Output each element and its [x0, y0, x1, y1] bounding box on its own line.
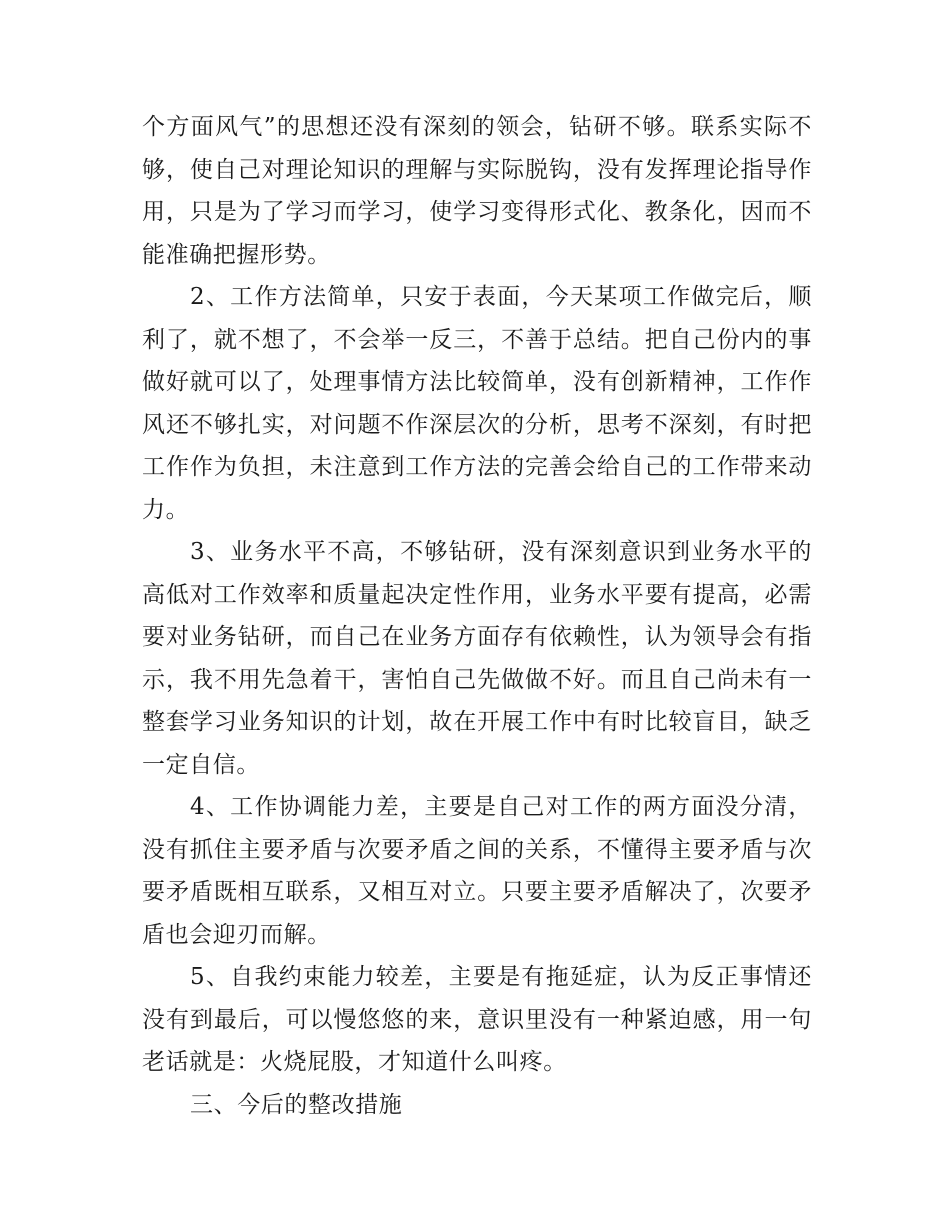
section-heading: 三、今后的整改措施	[190, 1091, 403, 1118]
paragraph-item-5: 5、自我约束能力较差，主要是有拖延症，认为反正事情还没有到最后，可以慢悠悠的来，意识里没有一种紧迫感，用一句老话就是：火烧屁股，才知道什么叫疼。	[142, 964, 812, 1075]
paragraph-item-3: 3、业务水平不高，不够钻研，没有深刻意识到业务水平的高低对工作效率和质量起决定性作用，业务水平要有提高，必需要对业务钻研，而自己在业务方面存有依赖性，认为领导会有指示，我不用先急着干，害怕自己先做做不好。而且自己尚未有一整套学习业务知识的计划，故在开展工作中有时比较盲目，缺乏一定自信。	[142, 539, 812, 778]
paragraph-item-2: 2、工作方法简单，只安于表面，今天某项工作做完后，顺利了，就不想了，不会举一反三，不善于总结。把自己份内的事做好就可以了，处理事情方法比较简单，没有创新精神，工作作风还不够扎实，对问题不作深层次的分析，思考不深刻，有时把工作作为负担，未注意到工作方法的完善会给自己的工作带来动力。	[142, 284, 812, 523]
document-page	[142, 106, 812, 1126]
paragraph-continuation: 个方面风气”的思想还没有深刻的领会，钻研不够。联系实际不够，使自己对理论知识的理解与实际脱钩，没有发挥理论指导作用，只是为了学习而学习，使学习变得形式化、教条化，因而不能准确把握形势。	[142, 114, 812, 268]
paragraph-item-4: 4、工作协调能力差，主要是自己对工作的两方面没分清，没有抓住主要矛盾与次要矛盾之间的关系，不懂得主要矛盾与次要矛盾既相互联系，又相互对立。只要主要矛盾解决了，次要矛盾也会迎刃而解。	[142, 794, 812, 948]
